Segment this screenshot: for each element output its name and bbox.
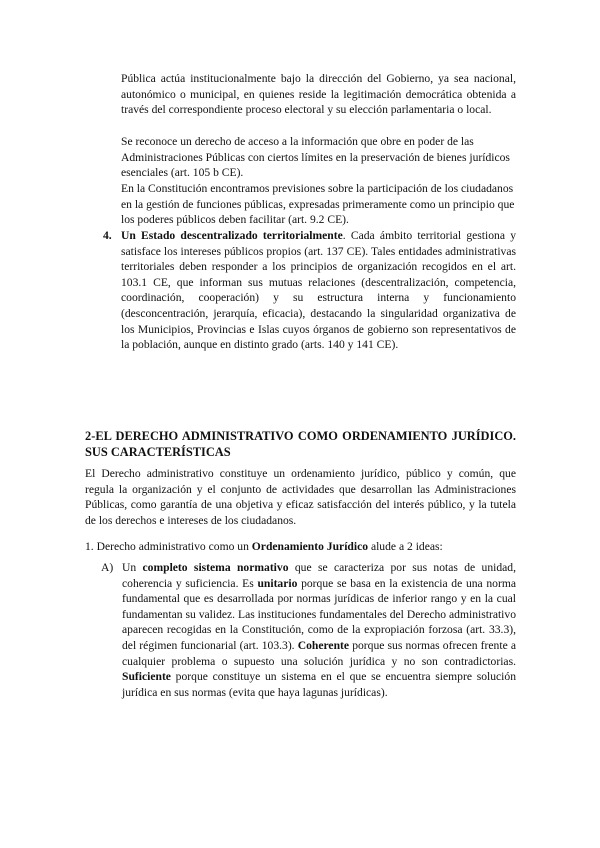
sub-item-letter-a: A) (101, 561, 114, 574)
point-1-bold: Ordenamiento Jurídico (251, 540, 369, 553)
point-1-text: 1. Derecho administrativo como un (85, 540, 252, 553)
sub-item-a-bold-1: completo sistema normativo (142, 561, 289, 574)
list-item-4-text: . Cada ámbito territorial gestiona y satisface los intereses públicos propios (art. 137 CE). Tales entidades administrativas territoriales deben responder a los principios de organización recogidos en el art. 103.1 CE, que informan sus mutuas relaciones (descentralización, competencia, coordinación, cooperación) y su estructura interna y funcionamiento (desconcentración, jerarquía, eficacia), destacando la singularidad organizativa de los Municipios, Provincias e Islas cuyos órganos de gobierno son representativos de la población, aunque en distinto grado (arts. 140 y 141 CE). (121, 229, 517, 352)
list-number-4: 4. (103, 229, 112, 242)
sub-item-a-text-1: Un (122, 561, 143, 574)
section-intro-paragraph: El Derecho administrativo constituye un ordenamiento jurídico, público y común, que regula la organización y el conjunto de actividades que desarrollan las Administraciones Públicas, como garantía de una objetiva y eficaz satisfacción del interés público, y la tutela de los derechos e intereses de los ciudadanos. (85, 467, 516, 527)
sub-item-a-paragraph (122, 560, 516, 700)
sub-item-a-text-3: porque se basa en la existencia de una norma fundamental que es desarrollada por normas jurídicas de inferior rango y en la cual fundamentan su validez. Las instituciones fundamentales del Derecho administrativo aparecen recogidas en la Constitución, como de la expropiación forzosa (art. 33.3), del régimen funcionarial (art. 103.3). (122, 576, 516, 652)
sub-item-a-bold-4: Suficiente (122, 670, 171, 684)
continuation-paragraph-2: Se reconoce un derecho de acceso a la información que obre en poder de las Administraciones Públicas con ciertos límites en la preservación de bienes jurídicos esenciales (art. 105 b CE). (121, 135, 510, 180)
sub-item-a-text-5: porque constituye un sistema en el que se encuentra siempre solución jurídica en sus normas (evita que haya lagunas jurídicas). (122, 670, 516, 699)
point-1-paragraph (85, 539, 516, 555)
list-item-4 (121, 228, 516, 353)
sub-item-a-bold-2: unitario (257, 576, 298, 590)
continuation-paragraph-3: En la Constitución encontramos previsiones sobre la participación de los ciudadanos en la gestión de funciones públicas, expresadas primeramente como un principio que los poderes públicos deben facilitar (art. 9.2 CE). (121, 182, 515, 227)
sub-item-a-bold-3: Coherente (297, 638, 350, 652)
sub-item-a-text-2: que se caracteriza por sus notas de unidad, coherencia y suficiencia. Es (122, 561, 516, 590)
section-title: 2-EL DERECHO ADMINISTRATIVO COMO ORDENAMIENTO JURÍDICO. SUS CARACTERÍSTICAS (85, 429, 516, 459)
point-1-text-end: alude a 2 ideas: (368, 540, 443, 553)
sub-item-a-text-4: porque sus normas ofrecen frente a cualquier problema o supuesto una solución jurídica y no son contradictorias. (122, 638, 517, 668)
list-item-4-heading: Un Estado descentralizado territorialmente (121, 229, 343, 242)
continuation-paragraph-1: Pública actúa institucionalmente bajo la dirección del Gobierno, ya sea nacional, autonómico o municipal, en quienes reside la legitimación democrática obtenida a través del correspondiente proceso electoral y su elección parlamentaria o local. (121, 72, 516, 117)
